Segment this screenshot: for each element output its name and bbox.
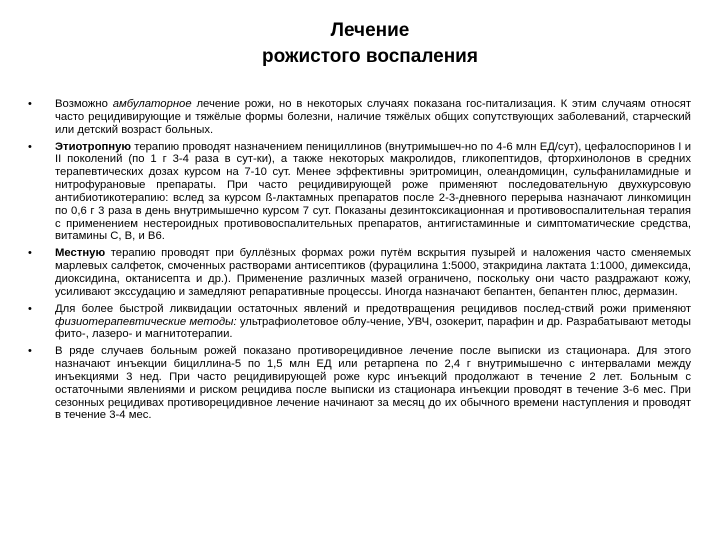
item-italic-text: амбулаторное	[112, 98, 192, 110]
bullet-icon: •	[28, 302, 32, 315]
item-text: ультрафиолетовое облу-чение, УВЧ, озокерит, парафин и др. Разрабатывают методы фито-, лазеро- и магнитотерапии.	[55, 315, 692, 341]
bullet-list	[22, 98, 691, 426]
list-item	[22, 247, 691, 298]
title-line-1: Лечение	[330, 20, 410, 41]
item-text: лечение рожи, но в некоторых случаях показана гос-питализация. К этим случаям относят часто рецидивирующие и тяжёлые формы болезни, наличие тяжёлых общих сопутствующих заболеваний, старческий или детский возраст больных.	[55, 98, 692, 136]
title-line-2: рожистого воспаления	[262, 46, 478, 67]
item-bold-text: Этиотропную	[55, 140, 132, 153]
item-text: Для более быстрой ликвидации остаточных явлений и предотвращения рецидивов послед-ствий рожи применяют	[55, 302, 691, 315]
list-item	[22, 141, 691, 244]
list-item	[22, 98, 691, 137]
item-text: В ряде случаев больным рожей показано противорецидивное лечение после выписки из стационара. Для этого назначают инъекции бициллина-5 по 1,5 млн ЕД или ретарпена по 2,4 г внутримышечно с интервалами между инъекциями 3 нед. При часто рецидивирующей роже курс инъекций продолжают в течение 2 лет. Больным с остаточными явлениями и риском рецидива после выписки из стационара инъекции проводят в течение 3-6 мес. При сезонных рецидивах противорецидивное лечение начинают за месяц до их обычного времени наступления и проводят в течение 3-4 мес.	[55, 345, 691, 422]
bullet-icon: •	[28, 247, 32, 260]
bullet-icon: •	[28, 98, 32, 110]
item-italic-text: физиотерапевтические методы:	[55, 315, 237, 328]
list-item	[22, 303, 691, 342]
bullet-icon: •	[28, 345, 32, 358]
item-bold-text: Местную	[55, 247, 106, 260]
page-title	[60, 18, 680, 70]
item-text: Возможно	[55, 98, 113, 110]
item-text: терапию проводят назначением пенициллинов (внутримышеч-но по 4-6 млн ЕД/сут), цефалоспоринов I и II поколений (по 1 г 3-4 раза в сут-ки), а также некоторых макролидов, гликопептидов, фторхинолонов в средних терапевтических дозах курсом на 7-10 сут. Менее эффективны эритромицин, олеандомицин, сульфаниламидные и нитрофурановые препараты. При часто рецидивирующей роже применяют последовательную двухкурсовую антибиотикотерапию: вслед за курсом ß-лактамных препаратов после 2-3-дневного перерыва назначают линкомицин по 0,6 г 3 раза в день внутримышечно курсом 7 сут. Показаны дезинтоксикационная и противовоспалительная терапия с применением нестероидных противовоспалительных препаратов, антигистаминные и симптоматические средства, витамины С, В, и В6.	[55, 140, 691, 243]
list-item	[22, 345, 691, 422]
bullet-icon: •	[28, 140, 32, 153]
item-text: терапию проводят при буллёзных формах рожи путём вскрытия пузырей и наложения часто сменяемых марлевых салфеток, смоченных растворами антисептиков (фурацилина 1:5000, этакридина лактата 1:1000, димексида, диоксидина, октанисепта и др.). Применение различных мазей ограничено, поскольку они часто раздражают кожу, усиливают экссудацию и замедляют репаративные процессы. Иногда назначают бепантен, бепантен плюс, дермазин.	[55, 247, 691, 298]
